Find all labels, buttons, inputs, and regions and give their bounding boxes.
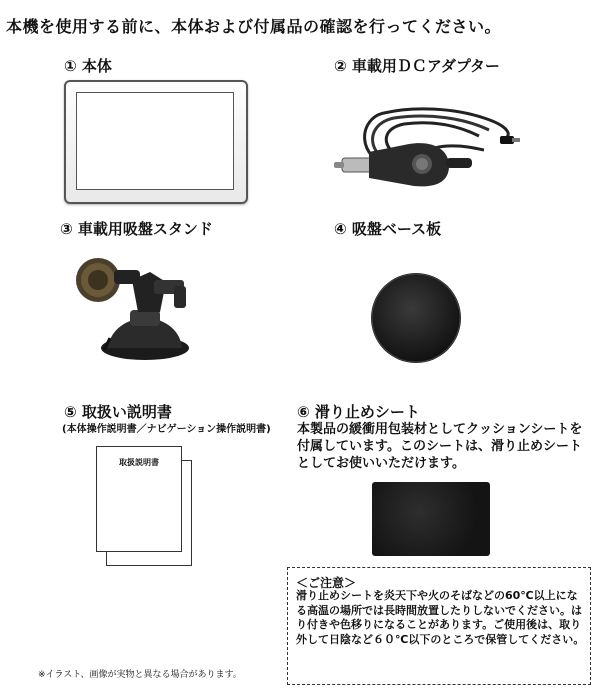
caution-text: 滑り止めシートを炎天下や火のそばなどの60℃以上になる高温の場所では長時間放置したりしないでください。はり付きや色移りになることがあります。ご使用後は、取り外して日陰など６０℃以下のところで保管してください。 [296,589,585,646]
suction-base-image [366,268,466,368]
page-header: 本機を使用する前に、本体および付属品の確認を行ってください。 [6,17,502,36]
nonslip-sheet-description: 本製品の緩衝用包装材としてクッションシートを付属しています。このシートは、滑り止めシートとしてお使いいただけます。 [297,422,583,471]
dc-adapter-label: ② 車載用ＤＣアダプター [334,57,500,75]
main-unit-label: ① 本体 [64,57,112,75]
suction-stand-label: ③ 車載用吸盤スタンド [60,220,213,238]
main-unit-image [64,80,248,204]
suction-stand-image [70,250,195,365]
manual-sheet-front [96,446,182,552]
caution-box [287,567,591,685]
nonslip-sheet-label: ⑥ 滑り止めシート [297,403,420,421]
caution-title: ＜ご注意＞ [296,576,357,590]
manual-label: ⑤ 取扱い説明書 [64,403,172,421]
footnote: ※イラスト、画像が実物と異なる場合があります。 [38,670,242,680]
device-screen [76,92,234,190]
nonslip-sheet-image [372,482,490,556]
dc-adapter-image [334,88,524,198]
manual-sublabel: (本体操作説明書／ナビゲーション操作説明書) [62,424,271,435]
suction-base-label: ④ 吸盤ベース板 [334,220,442,238]
manual-sheet-title: 取扱説明書 [119,458,159,467]
